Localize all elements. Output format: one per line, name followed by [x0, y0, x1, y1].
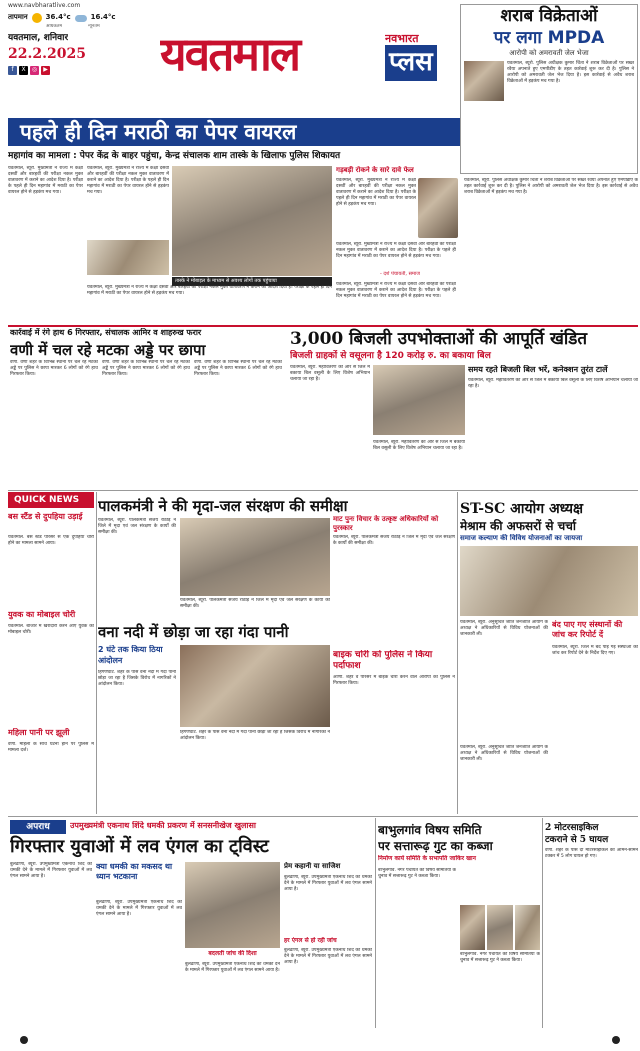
babhul-headline-2: पर सत्तारूढ़ गुट का कब्जा	[378, 839, 493, 853]
lead-quote: यवतमाल, ब्यूरो. मुख्यमंत्री ने राज्य में कक्षा दसवीं और बारहवीं की परीक्षा नकल मुक्त वातावरण में कराने का आदेश दिया है। परीक्षा के पहले ही दिन महागांव में मराठी का पेपर वायरल होने से हड़कंप मच गया।	[336, 242, 456, 259]
accident-headline: 2 मोटरसाइकिल	[545, 823, 599, 833]
lead-photo-caption: तास्के ने मोबाइल के माध्यम से अवश्य लोगों तक पहुंचाया	[172, 277, 332, 286]
lead-photo	[172, 166, 332, 276]
vana-photo	[180, 645, 330, 727]
palak-side-body: यवतमाल, ब्यूरो. पालकमंत्री संजय राठौड़ ने जिले में मृदा एवं जल संरक्षण के कार्यों की समीक्षा की।	[333, 535, 455, 546]
crime-photo	[185, 862, 280, 948]
portrait-1	[460, 905, 485, 950]
sharab-headline-1: शराब विक्रेताओं	[500, 6, 598, 26]
vani-kicker: कार्रवाई में रंगे हाथ 6 गिरफ्तार, संचालक आमिर व शाहरुख फरार	[10, 328, 202, 337]
quick-news-label: QUICK NEWS	[8, 492, 94, 508]
power-side-body: यवतमाल, ब्यूरो. महावितरण की ओर से जिले में बकाया बिल वसूली के लिए विशेष अभियान चलाया जा रहा है।	[468, 378, 638, 389]
brief-1-title: बस स्टैंड से दुपहिया उड़ाई	[8, 512, 83, 521]
temp-max-label: अधिकतम	[46, 24, 63, 29]
palak-side-title: माट पुनः विचार के उत्कृष्ट अधिकारियों को पुरस्कार	[333, 515, 439, 533]
stsc-body-col1: यवतमाल, ब्यूरो. अनुसूचित जाति जनजाति आयोग के अध्यक्ष ने अधिकारियों से विविध योजनाओं की जानकारी ली।	[460, 620, 548, 637]
palak-headline: पालकमंत्री ने की मृदा-जल संरक्षण की समीक्षा	[98, 497, 348, 515]
power-headline: 3,000 बिजली उपभोक्ताओं की आपूर्ति खंडित	[290, 329, 588, 349]
lead-side-body-2: यवतमाल, ब्यूरो. मुख्यमंत्री ने राज्य में कक्षा दसवीं और बारहवीं की परीक्षा नकल मुक्त वातावरण में कराने का आदेश दिया है। परीक्षा के पहले ही दिन महागांव में मराठी का पेपर वायरल होने से हड़कंप मच गया।	[336, 282, 456, 299]
stsc-photo	[460, 546, 638, 616]
crime-side2: प्रेम कहानी या साजिश	[284, 862, 341, 870]
column-rule	[96, 492, 97, 814]
temp-max: 36.4°c	[45, 13, 71, 22]
brief-3-title: महिला पानी पर झूली	[8, 728, 70, 737]
crime-body-col1: बुलढाणा, ब्यूरो. उपमुख्यमंत्री एकनाथ शिंदे को धमकी देने के मामले में गिरफ्तार युवाओं में लव एंगल सामने आया है।	[10, 862, 92, 879]
power-body-col2: यवतमाल, ब्यूरो. महावितरण की ओर से जिले में बकाया बिल वसूली के लिए विशेष अभियान चलाया जा रहा है।	[373, 440, 465, 451]
brief-3-body: वणी. महिला के साथ घटना होने पर पुलिस में मामला दर्ज।	[8, 742, 94, 753]
palak-body-col1: यवतमाल, ब्यूरो. पालकमंत्री संजय राठौड़ ने जिले में मृदा एवं जल संरक्षण के कार्यों की समीक्षा की।	[98, 518, 176, 535]
lead-headline: पहले ही दिन मराठी का पेपर वायरल	[8, 118, 460, 146]
crime-body-col2: बुलढाणा, ब्यूरो. उपमुख्यमंत्री एकनाथ शिंदे को धमकी देने के मामले में गिरफ्तार युवाओं में लव एंगल सामने आया है।	[96, 900, 182, 917]
stsc-body-col2: यवतमाल, ब्यूरो. अनुसूचित जाति जनजाति आयोग के अध्यक्ष ने अधिकारियों से विविध योजनाओं की जानकारी ली।	[460, 745, 548, 762]
brief-1-body: यवतमाल. बस स्टैंड परिसर से एक दुपहिया चोरी होने का मामला सामने आया।	[8, 535, 94, 546]
weather-block	[8, 13, 116, 23]
crime-body-col3: बुलढाणा, ब्यूरो. उपमुख्यमंत्री एकनाथ शिंदे को धमकी देने के मामले में गिरफ्तार युवाओं में लव एंगल सामने आया है।	[185, 962, 280, 973]
brand-plus: प्लस	[385, 45, 437, 81]
instagram-icon[interactable]: ◎	[31, 66, 38, 74]
sharab-headline-2: पर लगा MPDA	[493, 28, 605, 48]
facebook-icon[interactable]: f	[8, 66, 17, 75]
power-body-col1: यवतमाल, ब्यूरो. महावितरण की ओर से जिले में बकाया बिल वसूली के लिए विशेष अभियान चलाया जा रहा है।	[290, 365, 370, 382]
lead-subhead: महागांव का मामला : पेपर केंद्र के बाहर पहुंचा, केन्द्र संचालक शाम तास्के के खिलाफ पुलिस शिकायत	[8, 151, 341, 161]
vana-headline: वना नदी में छोड़ा जा रहा गंदा पानी	[98, 623, 289, 641]
youtube-icon[interactable]: ▶	[41, 66, 50, 75]
column-rule	[542, 818, 543, 1028]
masthead-title: यवतमाल	[160, 27, 300, 81]
lead-side-title: गड़बड़ी रोकने के सारे दावे फेल	[336, 166, 414, 174]
lead-body-col2: यवतमाल, ब्यूरो. मुख्यमंत्री ने राज्य में कक्षा दसवीं और बारहवीं की परीक्षा नकल मुक्त वातावरण में कराने का आदेश दिया है। परीक्षा के पहले ही दिन महागांव में मराठी का पेपर वायरल होने से हड़कंप मच गया।	[87, 166, 169, 195]
brand-navbharat: नवभारत	[385, 32, 419, 45]
lead-body-col1: यवतमाल, ब्यूरो. मुख्यमंत्री ने राज्य में कक्षा दसवीं और बारहवीं की परीक्षा नकल मुक्त वातावरण में कराने का आदेश दिया है। परीक्षा के पहले ही दिन महागांव में मराठी का पेपर वायरल होने से हड़कंप मच गया।	[8, 166, 83, 195]
vani-headline: वणी में चल रहे मटका अड्डे पर छापा	[10, 341, 206, 359]
crime-side2-body: बुलढाणा, ब्यूरो. उपमुख्यमंत्री एकनाथ शिंदे को धमकी देने के मामले में गिरफ्तार युवाओं में लव एंगल सामने आया है।	[284, 875, 372, 892]
power-side-title: समय रहते बिजली बिल भरें, कनेक्शन तुरंत टालें	[468, 365, 608, 374]
babhul-portraits	[460, 905, 540, 950]
power-subhead: बिजली ग्राहकों से वसूलना है 120 करोड़ रु. का बकाया बिल	[290, 351, 491, 361]
quote-portrait	[418, 178, 458, 238]
babhul-body-col2: बाभुलगांव. नगर पंचायत की विषय समितियों के चुनाव में सत्तारूढ़ गुट ने कब्जा किया।	[460, 952, 540, 963]
sharab-body: यवतमाल, ब्यूरो. पुलिस अधीक्षक कुमार चिंता ने शराब विक्रेताओं पर सख्त रवैया अपनाते हुए एमपीडीए के तहत कार्रवाई शुरू कर दी है। पुलिस ने आरोपी को अमरावती जेल भेज दिया है। इस कार्रवाई से अवैध शराब विक्रेताओं में हड़कंप मच गया है।	[507, 61, 634, 85]
registration-mark	[20, 1036, 28, 1044]
bike-headline: बाइक चोरी को पुलिस ने किया पर्दाफाश	[333, 650, 433, 671]
temp-label: तापमान	[8, 13, 28, 22]
divider	[8, 325, 638, 327]
crime-side3: हर एंगल से हो रही जांच	[284, 937, 337, 944]
babhul-body-col1: बाभुलगांव. नगर पंचायत की विषय समितियों के चुनाव में सत्तारूढ़ गुट ने कब्जा किया।	[378, 868, 456, 879]
social-icons	[8, 66, 50, 75]
registration-mark	[612, 1036, 620, 1044]
crime-tag: अपराध	[10, 820, 66, 834]
vana-body-col1: हिंगणघाट. शहर के पास वना नदी में गंदा पानी छोड़ा जा रहा है जिसके विरोध में नागरिकों ने आंदोलन किया।	[98, 670, 176, 687]
sharab-body-cont: यवतमाल, ब्यूरो. पुलिस अधीक्षक कुमार चिंता ने शराब विक्रेताओं पर सख्त रवैया अपनाते हुए एमपीडीए के तहत कार्रवाई शुरू कर दी है। पुलिस ने आरोपी को अमरावती जेल भेज दिया है। इस कार्रवाई से अवैध शराब विक्रेताओं में हड़कंप मच गया है।	[464, 178, 638, 195]
column-rule	[457, 492, 458, 814]
power-photo	[373, 365, 465, 435]
brief-2-title: युवक का मोबाइल चोरी	[8, 610, 76, 619]
crime-photo-caption: बदलती जांच की दिशा	[208, 950, 257, 957]
crime-headline: गिरफ्तार युवाओं में लव एंगल का ट्विस्ट	[10, 836, 269, 857]
sharab-photo	[464, 61, 504, 101]
accident-headline-2: टकराने से 5 घायल	[545, 835, 609, 845]
crime-side3-body: बुलढाणा, ब्यूरो. उपमुख्यमंत्री एकनाथ शिंदे को धमकी देने के मामले में गिरफ्तार युवाओं में लव एंगल सामने आया है।	[284, 948, 372, 965]
band-headline: बंद पाए गए संस्थानों की जांच कर रिपोर्ट दें	[552, 620, 623, 639]
sun-icon	[32, 13, 42, 23]
accident-body: वणी. शहर के पास दो मोटरसाइकिल की आमने-सामने टक्कर में 5 लोग घायल हो गए।	[545, 848, 638, 859]
stsc-headline-2: मेश्राम की अफसरों से चर्चा	[460, 519, 576, 533]
brief-2-body: यवतमाल. बाजार में खरीदारी करने आए युवक का मोबाइल चोरी।	[8, 624, 94, 635]
issue-date: 22.2.2025	[8, 46, 86, 62]
lead-body-bottom: यवतमाल, ब्यूरो. मुख्यमंत्री ने राज्य में कक्षा दसवीं और बारहवीं की परीक्षा नकल मुक्त वातावरण में कराने का आदेश दिया है। परीक्षा के पहले ही दिन महागांव में मराठी का पेपर वायरल होने से हड़कंप मच गया।	[87, 285, 332, 296]
babhul-subhead: निर्माण कार्य समिति के सभापति जाकिर खान	[378, 855, 476, 862]
lead-side-body: यवतमाल, ब्यूरो. मुख्यमंत्री ने राज्य में कक्षा दसवीं और बारहवीं की परीक्षा नकल मुक्त वातावरण में कराने का आदेश दिया है। परीक्षा के पहले ही दिन महागांव में मराठी का पेपर वायरल होने से हड़कंप मच गया।	[336, 178, 416, 207]
bike-body: आर्णी. शहर व परिसर में बाइक चोरी करने वाले आरोपी को पुलिस ने गिरफ्तार किया।	[333, 675, 455, 686]
babhul-headline: बाभुलगांव विषय समिति	[378, 823, 482, 837]
portrait-2	[487, 905, 512, 950]
quote-author: - दर्श पंचायती, समाज	[380, 271, 420, 277]
row-rule	[8, 490, 638, 491]
vani-body-col1: वणी. वणी शहर के विभिन्न स्थानों पर चल रहे मटका अड्डे पर पुलिस ने छापा मारकर 6 लोगों को रंगे हाथ गिरफ्तार किया।	[10, 360, 98, 377]
crime-side-q: क्या धमकी का मकसद था ध्यान भटकाना	[96, 862, 173, 881]
temp-min-label: न्यूनतम	[88, 24, 100, 29]
city-day: यवतमाल, शनिवार	[8, 33, 69, 43]
cloud-icon	[75, 15, 87, 22]
vana-side-title: 2 घंटे तक किया ठिया आंदोलन	[98, 645, 163, 665]
stsc-subhead: समाज कल्याण की विविध योजनाओं का जायजा	[460, 534, 583, 542]
crime-kicker: उपमुख्यमंत्री एकनाथ शिंदे धमकी प्रकरण में सनसनीखेज खुलासा	[70, 821, 256, 830]
website-url: www.navbharatlive.com	[8, 2, 81, 9]
column-rule	[375, 818, 376, 1028]
row-rule	[8, 816, 638, 817]
vana-body-col2: हिंगणघाट. शहर के पास वना नदी में गंदा पानी छोड़ा जा रहा है जिसके विरोध में नागरिकों ने आंदोलन किया।	[180, 730, 330, 741]
portrait-3	[515, 905, 540, 950]
vani-body-col3: वणी. वणी शहर के विभिन्न स्थानों पर चल रहे मटका अड्डे पर पुलिस ने छापा मारकर 6 लोगों को रंगे हाथ गिरफ्तार किया।	[194, 360, 282, 377]
vani-body-col2: वणी. वणी शहर के विभिन्न स्थानों पर चल रहे मटका अड्डे पर पुलिस ने छापा मारकर 6 लोगों को रंगे हाथ गिरफ्तार किया।	[102, 360, 190, 377]
sharab-subhead: आरोपी को अमरावती जेल भेजा	[509, 49, 589, 57]
sharab-story	[460, 4, 638, 174]
palak-body-col2: यवतमाल, ब्यूरो. पालकमंत्री संजय राठौड़ ने जिले में मृदा एवं जल संरक्षण के कार्यों की समीक्षा की।	[180, 598, 330, 609]
lead-inset-photo	[87, 240, 169, 275]
stsc-headline: ST-SC आयोग अध्यक्ष	[460, 501, 584, 517]
palak-photo	[180, 518, 330, 596]
band-body: यवतमाल, ब्यूरो. जिले में बंद पाई गई संस्थाओं की जांच कर रिपोर्ट देने के निर्देश दिए गए।	[552, 645, 638, 656]
temp-min: 16.4°c	[90, 13, 116, 22]
x-icon[interactable]: X	[19, 66, 28, 75]
